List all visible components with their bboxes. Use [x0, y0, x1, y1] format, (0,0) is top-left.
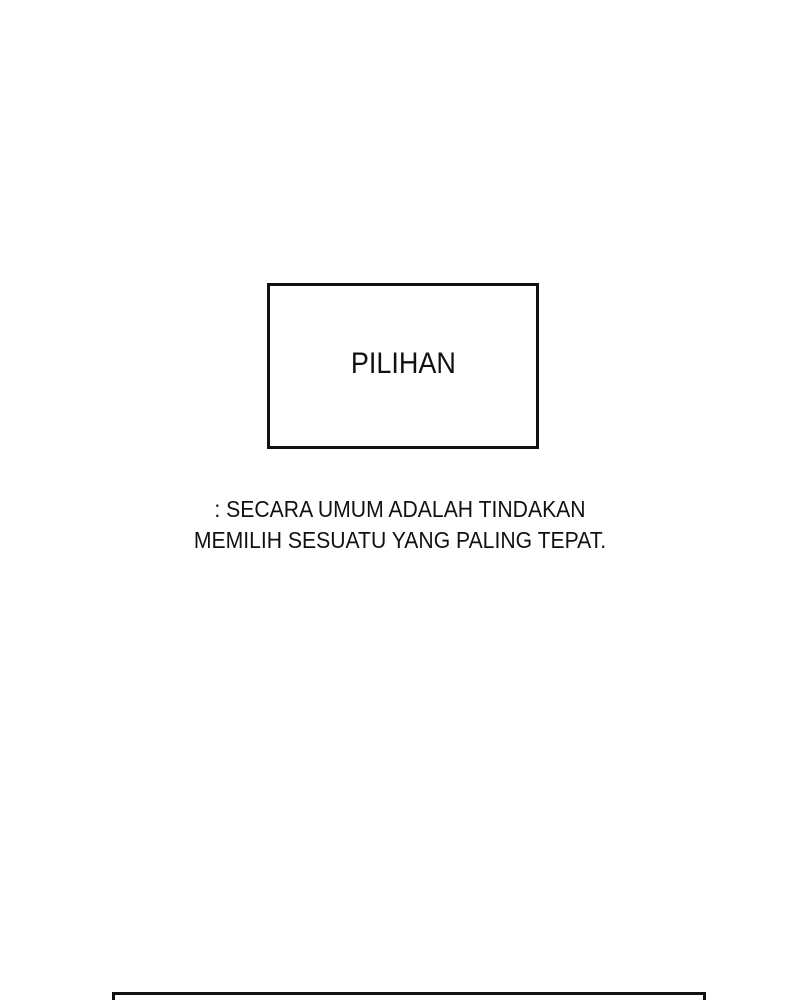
caption-title: PILIHAN: [350, 347, 456, 380]
caption-box: [267, 283, 539, 449]
next-panel-border: [112, 992, 706, 1000]
definition-text: [150, 494, 650, 556]
definition-line-2: MEMILIH SESUATU YANG PALING TEPAT.: [193, 527, 607, 553]
definition-line-1: : SECARA UMUM ADALAH TINDAKAN: [214, 496, 586, 522]
